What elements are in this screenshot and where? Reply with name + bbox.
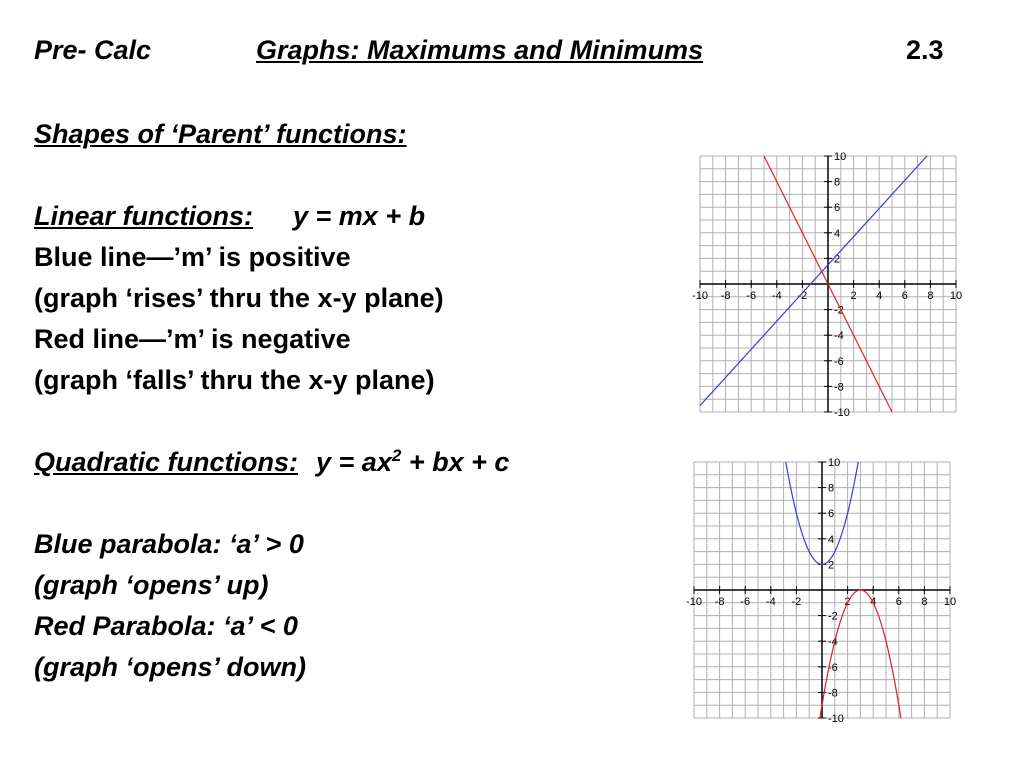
quadratic-line-1: Blue parabola: ‘a’ > 0 bbox=[34, 529, 304, 559]
linear-line-2: (graph ‘rises’ thru the x-y plane) bbox=[34, 283, 444, 313]
x-tick-label: 10 bbox=[949, 290, 963, 302]
x-tick-label: 4 bbox=[870, 596, 877, 608]
y-tick-label: 4 bbox=[834, 227, 841, 240]
y-tick-label: 8 bbox=[828, 482, 835, 495]
linear-line-4: (graph ‘falls’ thru the x-y plane) bbox=[34, 365, 435, 395]
y-tick-label: -8 bbox=[834, 381, 844, 394]
y-tick-label: 2 bbox=[828, 559, 835, 572]
y-tick-label: -4 bbox=[834, 330, 844, 343]
x-tick-label: -4 bbox=[765, 596, 776, 608]
x-tick-label: 10 bbox=[943, 596, 957, 608]
quadratic-line-4: (graph ‘opens’ down) bbox=[34, 652, 306, 682]
linear-heading-line bbox=[34, 200, 425, 232]
y-tick-label: 4 bbox=[828, 533, 835, 546]
quadratic-equation: $y = ax^2$ + bx + c bbox=[316, 446, 510, 477]
quadratic-graph bbox=[680, 454, 970, 726]
y-tick-label: -4 bbox=[828, 636, 838, 649]
x-tick-label: -8 bbox=[714, 596, 725, 608]
y-tick-label: 6 bbox=[828, 508, 835, 521]
linear-equation: y = mx + b bbox=[293, 201, 426, 231]
y-tick-label: 2 bbox=[834, 253, 841, 266]
linear-heading: Linear functions: bbox=[34, 201, 254, 231]
y-tick-label: -6 bbox=[834, 355, 844, 368]
x-tick-label: 6 bbox=[895, 596, 902, 608]
linear-graph bbox=[686, 148, 976, 420]
quadratic-line-3: Red Parabola: ‘a’ < 0 bbox=[34, 611, 298, 641]
x-tick-label: 8 bbox=[921, 596, 928, 608]
x-tick-label: -4 bbox=[771, 290, 782, 302]
quadratic-heading-line bbox=[34, 446, 509, 478]
section-number: 2.3 bbox=[906, 35, 944, 65]
x-tick-label: -6 bbox=[740, 596, 751, 608]
y-tick-label: 10 bbox=[834, 151, 847, 163]
y-tick-label: 10 bbox=[828, 457, 841, 469]
y-tick-label: -10 bbox=[834, 407, 850, 419]
linear-line-1: Blue line—’m’ is positive bbox=[34, 242, 351, 272]
y-tick-label: -2 bbox=[828, 610, 838, 623]
page-title: Graphs: Maximums and Minimums bbox=[256, 35, 704, 65]
x-tick-label: -10 bbox=[686, 596, 702, 608]
x-tick-label: 4 bbox=[876, 290, 883, 302]
quadratic-heading: Quadratic functions: bbox=[34, 447, 299, 477]
y-tick-label: -6 bbox=[828, 661, 838, 674]
x-tick-label: 8 bbox=[927, 290, 934, 302]
x-tick-label: -6 bbox=[746, 290, 757, 302]
x-tick-label: -8 bbox=[720, 290, 731, 302]
quadratic-line-2: (graph ‘opens’ up) bbox=[34, 570, 269, 600]
y-tick-label: -2 bbox=[834, 304, 844, 317]
y-tick-label: -8 bbox=[828, 687, 838, 700]
x-tick-label: 2 bbox=[850, 290, 857, 302]
x-tick-label: 2 bbox=[844, 596, 851, 608]
x-tick-label: -2 bbox=[791, 596, 802, 608]
x-tick-label: -10 bbox=[692, 290, 708, 302]
subtitle: Shapes of ‘Parent’ functions: bbox=[34, 119, 407, 149]
course-label: Pre- Calc bbox=[34, 35, 152, 65]
y-tick-label: -10 bbox=[828, 713, 844, 725]
y-tick-label: 6 bbox=[834, 202, 841, 215]
x-tick-label: -2 bbox=[797, 290, 808, 302]
y-tick-label: 8 bbox=[834, 176, 841, 189]
linear-line-3: Red line—’m’ is negative bbox=[34, 324, 351, 354]
x-tick-label: 6 bbox=[901, 290, 908, 302]
